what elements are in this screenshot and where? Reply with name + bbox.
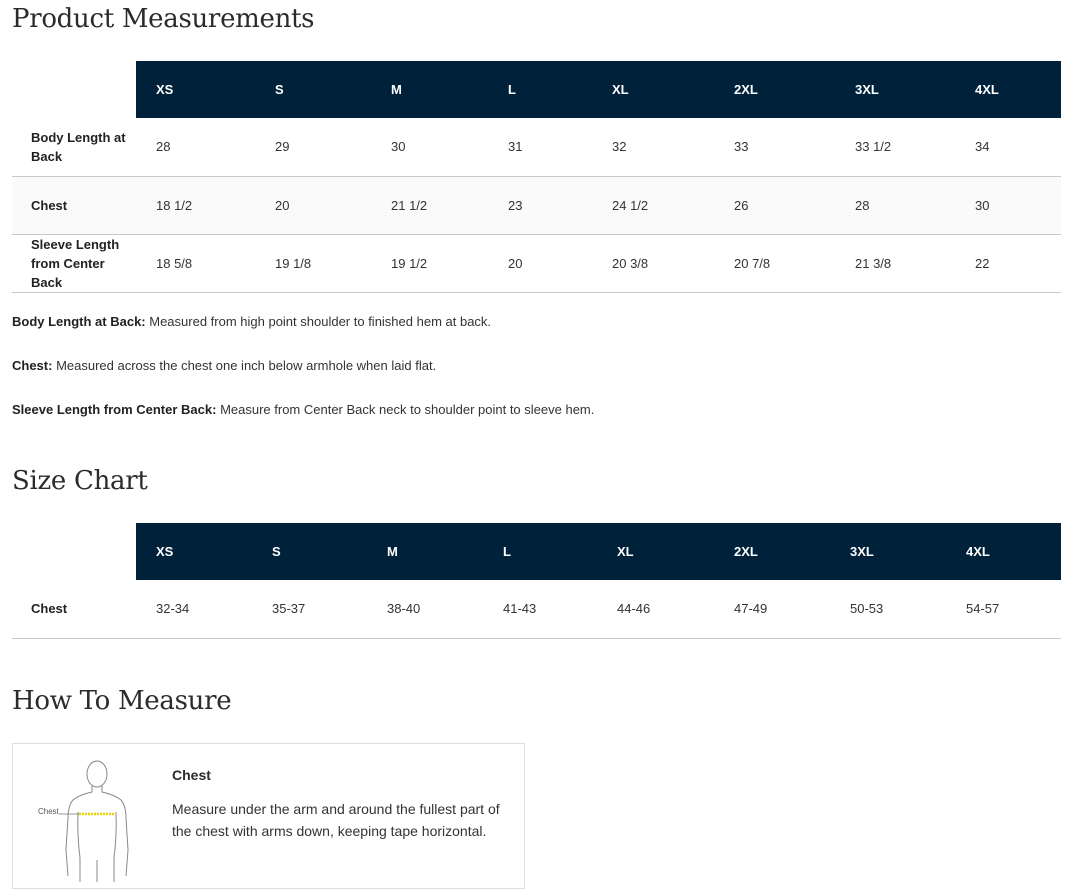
table-cell: 20: [508, 255, 523, 271]
table-cell: 44-46: [617, 601, 651, 617]
table-cell: 30: [975, 197, 990, 213]
definition-item: [12, 313, 594, 357]
size-header: M: [367, 523, 483, 580]
size-header: L: [488, 61, 592, 118]
table-cell: 33 1/2: [855, 139, 892, 155]
header-corner: [12, 523, 136, 580]
table-cell: 28: [156, 139, 171, 155]
definition-text: Measure from Center Back neck to shoulder point to sleeve hem.: [216, 402, 595, 417]
table-cell: 24 1/2: [612, 197, 649, 213]
table-cell: 50-53: [850, 601, 884, 617]
size-header: XS: [136, 61, 255, 118]
size-header: 4XL: [955, 61, 1061, 118]
row-label: Sleeve Length from Center Back: [31, 236, 120, 290]
table-cell: 22: [975, 255, 990, 271]
size-header: XL: [597, 523, 714, 580]
table-cell: 20 3/8: [612, 255, 649, 271]
definition-item: [12, 357, 594, 401]
card-title: Chest: [172, 767, 211, 783]
table-cell: 41-43: [503, 601, 537, 617]
table-cell: 38-40: [387, 601, 421, 617]
how-to-measure-card: [12, 743, 525, 889]
table-cell: 30: [391, 139, 406, 155]
definition-term: Chest:: [12, 358, 53, 373]
table-cell: 18 5/8: [156, 255, 193, 271]
size-chart-heading: Size Chart: [12, 466, 148, 496]
size-chart-header-row: [12, 523, 1061, 580]
definition-term: Body Length at Back:: [12, 314, 146, 329]
table-cell: 20: [275, 197, 290, 213]
table-cell: 33: [734, 139, 749, 155]
table-row: [12, 118, 1061, 176]
definition-text: Measured across the chest one inch below armhole when laid flat.: [52, 358, 437, 373]
definition-term: Sleeve Length from Center Back:: [12, 402, 217, 417]
table-cell: 19 1/8: [275, 255, 312, 271]
definition-text: Measured from high point shoulder to finished hem at back.: [145, 314, 492, 329]
how-to-measure-heading: How To Measure: [12, 686, 232, 716]
table-row: [12, 234, 1061, 292]
table-row: [12, 176, 1061, 234]
size-header: L: [483, 523, 597, 580]
table-cell: 18 1/2: [156, 197, 193, 213]
product-measurements-heading: Product Measurements: [12, 4, 315, 34]
body-outline-figure: [35, 754, 155, 884]
size-header: XL: [592, 61, 714, 118]
size-header: M: [371, 61, 488, 118]
table-cell: 47-49: [734, 601, 768, 617]
size-header: S: [252, 523, 367, 580]
table-cell: 21 1/2: [391, 197, 428, 213]
table-cell: 20 7/8: [734, 255, 771, 271]
size-chart-table: [12, 523, 1061, 639]
table-row: [12, 580, 1061, 638]
table-cell: 34: [975, 139, 990, 155]
table-cell: 23: [508, 197, 523, 213]
header-corner: [12, 61, 136, 118]
card-description: Measure under the arm and around the fullest part of the chest with arms down, keeping tape horizontal.: [172, 801, 500, 839]
row-label: Chest: [31, 197, 68, 213]
table-cell: 31: [508, 139, 523, 155]
figure-chest-label: Chest: [38, 807, 59, 816]
size-header: 3XL: [835, 61, 955, 118]
size-header: XS: [136, 523, 252, 580]
measurement-definitions: [12, 313, 594, 445]
table-cell: 29: [275, 139, 290, 155]
measurements-header-row: [12, 61, 1061, 118]
table-cell: 21 3/8: [855, 255, 892, 271]
size-header: S: [255, 61, 371, 118]
table-cell: 19 1/2: [391, 255, 428, 271]
table-cell: 32: [612, 139, 627, 155]
table-cell: 28: [855, 197, 870, 213]
size-header: 2XL: [714, 61, 835, 118]
table-cell: 26: [734, 197, 749, 213]
table-cell: 54-57: [966, 601, 1000, 617]
size-header: 3XL: [830, 523, 946, 580]
size-header: 2XL: [714, 523, 830, 580]
table-cell: 35-37: [272, 601, 306, 617]
measurements-table: [12, 61, 1061, 293]
row-label: Chest: [31, 601, 68, 617]
table-cell: 32-34: [156, 601, 190, 617]
row-label: Body Length at Back: [31, 129, 126, 164]
size-header: 4XL: [946, 523, 1061, 580]
definition-item: [12, 401, 594, 445]
